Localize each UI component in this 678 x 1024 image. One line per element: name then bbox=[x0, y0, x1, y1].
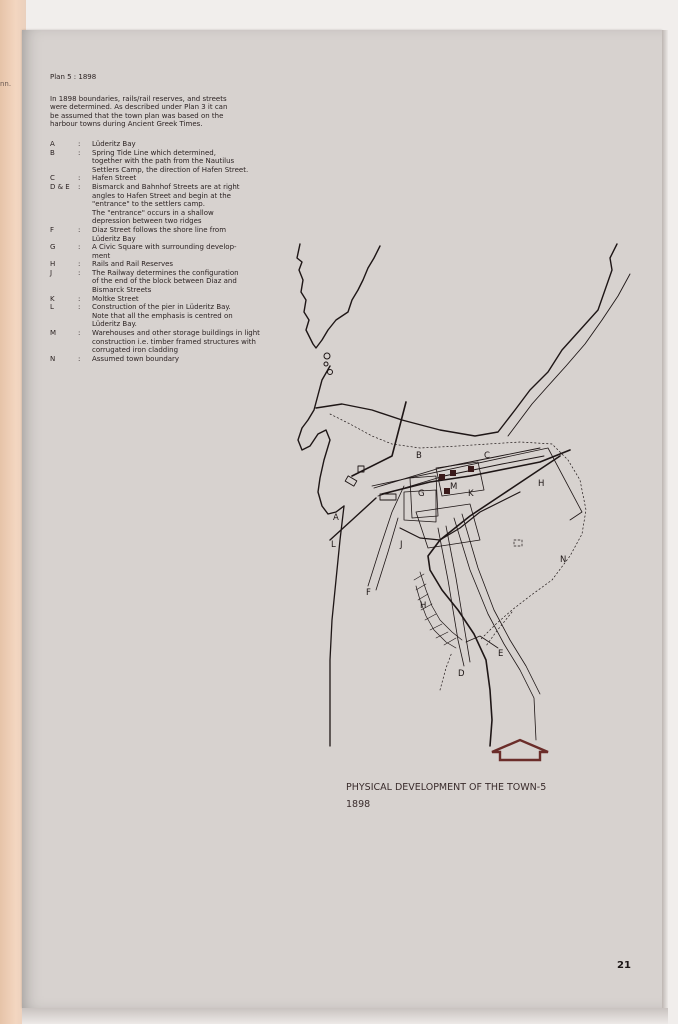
plan-description bbox=[50, 73, 290, 363]
page-bottom-edge bbox=[22, 1008, 668, 1024]
map-label-b: B bbox=[416, 451, 422, 461]
legend-key: C bbox=[50, 174, 55, 183]
warehouse bbox=[468, 466, 474, 472]
page-number: 21 bbox=[617, 960, 631, 971]
island bbox=[324, 353, 330, 359]
legend-key: G bbox=[50, 243, 56, 252]
legend-description-line: Settlers Camp, the direction of Hafen Street. bbox=[92, 165, 249, 174]
legend-description-line: corrugated iron cladding bbox=[92, 346, 179, 355]
legend-description-line: A Civic Square with surrounding develop- bbox=[92, 243, 237, 252]
map-label-k: K bbox=[468, 489, 474, 499]
map-label-d: D bbox=[458, 669, 465, 679]
legend-description bbox=[92, 329, 290, 355]
legend-separator: : bbox=[78, 303, 81, 312]
legend-key: H bbox=[50, 260, 56, 269]
legend-description bbox=[92, 226, 290, 243]
legend-key: M bbox=[50, 329, 57, 338]
legend-separator: : bbox=[78, 225, 81, 234]
legend-key: L bbox=[50, 303, 54, 312]
map-label-j: J bbox=[400, 540, 403, 550]
bahnhof-street bbox=[454, 514, 540, 740]
plan-intro bbox=[50, 95, 290, 129]
legend-description bbox=[92, 355, 290, 364]
map-label-h-lower: H bbox=[420, 601, 427, 611]
diaz-street bbox=[368, 486, 404, 590]
page-right-edge bbox=[662, 30, 668, 1008]
island bbox=[324, 362, 328, 366]
legend-separator: : bbox=[78, 182, 81, 191]
railway-spur bbox=[400, 492, 520, 540]
previous-page-text-fragment: nn. bbox=[0, 80, 12, 88]
caption-title: PHYSICAL DEVELOPMENT OF THE TOWN-5 bbox=[346, 782, 547, 793]
legend-description bbox=[92, 243, 290, 260]
legend-key: D & E bbox=[50, 182, 70, 191]
legend-description-line: Moltke Street bbox=[92, 294, 139, 303]
figure-caption bbox=[346, 779, 546, 813]
legend-description bbox=[92, 149, 290, 175]
eastern-edge bbox=[466, 636, 498, 648]
spring-tide-line bbox=[316, 244, 617, 436]
intro-line: In 1898 boundaries, rails/rail reserves, and streets bbox=[50, 94, 227, 103]
island bbox=[328, 370, 333, 375]
legend-description-line: of the end of the block between Diaz and bbox=[92, 277, 237, 286]
legend-key: J bbox=[50, 268, 53, 277]
legend-description bbox=[92, 295, 290, 304]
map-label-e: E bbox=[498, 649, 504, 659]
legend-description-line: Lüderitz Bay bbox=[92, 139, 136, 148]
legend-description bbox=[92, 269, 290, 295]
map-label-g: G bbox=[418, 489, 425, 499]
legend-key: N bbox=[50, 354, 56, 363]
map-label-c: C bbox=[484, 451, 490, 461]
legend-description-line: The "entrance" occurs in a shallow bbox=[92, 208, 214, 217]
coastline bbox=[297, 244, 380, 348]
legend-description-line: Spring Tide Line which determined, bbox=[92, 148, 216, 157]
legend-key: A bbox=[50, 139, 55, 148]
legend-separator: : bbox=[78, 294, 81, 303]
house-arrow-icon bbox=[492, 740, 548, 760]
legend-separator: : bbox=[78, 174, 81, 183]
east-coast bbox=[508, 274, 630, 436]
coastline-lower bbox=[298, 366, 344, 514]
building bbox=[345, 476, 357, 486]
bismarck-street bbox=[438, 526, 470, 666]
building bbox=[514, 540, 522, 546]
legend-description-line: angles to Hafen Street and begin at the bbox=[92, 191, 231, 200]
map-label-a: A bbox=[333, 513, 339, 523]
legend-description bbox=[92, 260, 290, 269]
legend-description-line: Diaz Street follows the shore line from bbox=[92, 225, 227, 234]
railway bbox=[352, 402, 570, 746]
town-plan-map bbox=[290, 236, 640, 766]
legend-description-line: depression between two ridges bbox=[92, 217, 202, 226]
legend-key: B bbox=[50, 148, 55, 157]
legend-key: K bbox=[50, 294, 55, 303]
legend-description-line: The Railway determines the configuration bbox=[92, 268, 239, 277]
legend-description-line: Assumed town boundary bbox=[92, 354, 180, 363]
legend-description bbox=[92, 183, 290, 226]
map-label-f: F bbox=[366, 588, 371, 598]
legend-description-line: "entrance" to the settlers camp. bbox=[92, 200, 205, 209]
legend-description bbox=[92, 303, 290, 329]
legend-description-line: Bismarck Streets bbox=[92, 286, 152, 295]
legend-separator: : bbox=[78, 260, 81, 269]
legend-description-line: Warehouses and other storage buildings in light bbox=[92, 329, 260, 338]
legend-description-line: Rails and Rail Reserves bbox=[92, 260, 174, 269]
hafen-street bbox=[374, 448, 544, 496]
intro-line: be assumed that the town plan was based on the bbox=[50, 111, 224, 120]
legend-description bbox=[92, 174, 290, 183]
legend-list bbox=[50, 140, 290, 363]
map-label-h: H bbox=[538, 479, 545, 489]
legend-description-line: Hafen Street bbox=[92, 174, 137, 183]
legend-key: F bbox=[50, 225, 55, 234]
intro-line: harbour towns during Ancient Greek Times. bbox=[50, 120, 203, 129]
plan-title: Plan 5 : 1898 bbox=[50, 73, 97, 81]
legend-description-line: Bismarck and Bahnhof Streets are at right bbox=[92, 182, 240, 191]
intro-line: were determined. As described under Plan 3 it can bbox=[50, 103, 228, 112]
legend-description-line: Note that all the emphasis is centred on bbox=[92, 311, 233, 320]
warehouse bbox=[439, 474, 445, 480]
legend-separator: : bbox=[78, 268, 81, 277]
legend-separator: : bbox=[78, 139, 81, 148]
map-label-n: N bbox=[560, 555, 567, 565]
map-label-m: M bbox=[450, 482, 458, 492]
caption-year: 1898 bbox=[346, 799, 371, 810]
legend-separator: : bbox=[78, 354, 81, 363]
legend-description-line: construction i.e. timber framed structures with bbox=[92, 337, 256, 346]
legend-description-line: Lüderitz Bay. bbox=[92, 320, 137, 329]
legend-description-line: Lüderitz Bay bbox=[92, 234, 136, 243]
legend-separator: : bbox=[78, 243, 81, 252]
warehouse bbox=[450, 470, 456, 476]
legend-description bbox=[92, 140, 290, 149]
legend-description-line: ment bbox=[92, 251, 111, 260]
legend-separator: : bbox=[78, 148, 81, 157]
legend-separator: : bbox=[78, 329, 81, 338]
legend-description-line: together with the path from the Nautilus bbox=[92, 157, 235, 166]
map-label-l: L bbox=[331, 540, 336, 550]
legend-description-line: Construction of the pier in Lüderitz Bay. bbox=[92, 303, 231, 312]
